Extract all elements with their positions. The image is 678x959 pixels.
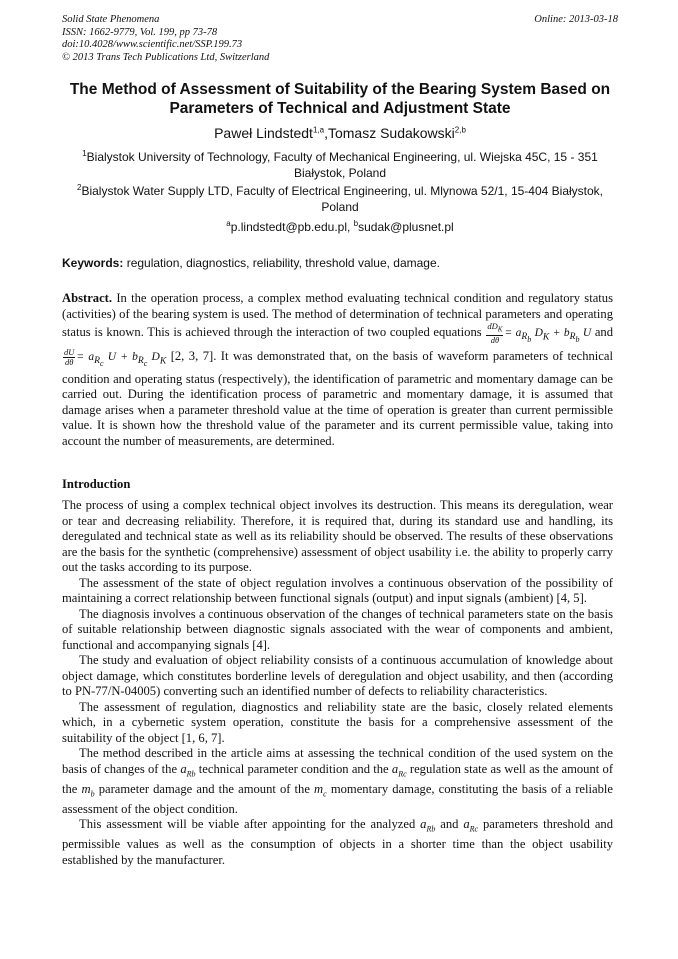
abstract-part-1: In the operation process, a complex method evaluating technical condition and regulatory status (activities) of the bearing system is used. The method of determination of technical parameters and operating status is known. This is achieved through the interaction of two coupled equations bbox=[62, 291, 613, 339]
journal-copyright: © 2013 Trans Tech Publications Ltd, Switzerland bbox=[62, 51, 270, 63]
author-1-affiliation: 1,a bbox=[312, 125, 325, 135]
equation-1-rhs2-sub: K bbox=[542, 331, 550, 343]
symbol-a-rb-2-sub: Rb bbox=[426, 824, 436, 834]
intro-p6-text-c: regulation state as well as the amount of the bbox=[62, 761, 614, 796]
intro-paragraph-3: The diagnosis involves a continuous observation of the changes of technical parameters state on the basis of suitable relationship between diagnostic signals associated with the wear of components and ambient, functional and accompanying signals [4]. bbox=[62, 606, 613, 652]
author-2: Tomasz Sudakowski bbox=[327, 125, 455, 141]
journal-issn: ISSN: 1662-9779, Vol. 199, pp 73-78 bbox=[62, 26, 218, 38]
equation-2 bbox=[62, 346, 167, 369]
equation-1-fraction bbox=[486, 322, 503, 345]
intro-paragraph-6 bbox=[62, 746, 613, 817]
paper-title: The Method of Assessment of Suitability of the Bearing System Based on Parameters of Technical and Adjustment State bbox=[69, 81, 611, 117]
intro-p7-text-c: parameters threshold and permissible values as well as the consumption of objects in a shorter time than the object usability established by the manufacturer. bbox=[62, 817, 614, 867]
email-b-mark: b bbox=[353, 219, 359, 228]
affiliation-1 bbox=[62, 150, 618, 181]
journal-doi: doi:10.4028/www.scientific.net/SSP.199.73 bbox=[62, 39, 243, 50]
equation-and: and bbox=[594, 324, 614, 339]
intro-p6-text-d: parameter damage and the amount of the bbox=[98, 781, 310, 796]
introduction-body bbox=[62, 498, 613, 868]
intro-p6-text-e: momentary damage, constituting the basis of a reliable assessment of the object condition. bbox=[62, 781, 613, 816]
journal-name: Solid State Phenomena bbox=[62, 14, 160, 25]
equation-2-rhs2: U + b bbox=[103, 350, 138, 363]
email-separator: , bbox=[347, 220, 354, 234]
equation-1-rhs-sub: R bbox=[521, 331, 528, 343]
equation-2-fraction bbox=[63, 348, 75, 367]
intro-p6-text-b: technical parameter condition and the bbox=[198, 761, 389, 776]
affiliation-1-text: Bialystok University of Technology, Faculty of Mechanical Engineering, ul. Wiejska 45C, 15 - 351 Białystok, Poland bbox=[86, 150, 598, 180]
symbol-a-rc-2-base: a bbox=[463, 817, 470, 832]
intro-paragraph-5: The assessment of regulation, diagnostics and reliability state are the basic, closely related elements which, in a cybernetic system operation, constitute the basis for a comprehensive assessment of the suitability of the object [1, 6, 7]. bbox=[62, 699, 613, 745]
intro-paragraph-2: The assessment of the state of object regulation involves a continuous observation of the possibility of maintaining a correct relationship between functional signals (output) and input signals (ambient) [4, 5]. bbox=[62, 575, 613, 605]
symbol-m-c bbox=[314, 781, 327, 799]
keywords-label: Keywords: bbox=[62, 256, 124, 270]
symbol-a-rb-2 bbox=[420, 817, 436, 834]
online-date: Online: 2013-03-18 bbox=[534, 14, 618, 25]
symbol-a-rb bbox=[180, 761, 196, 779]
intro-paragraph-7 bbox=[62, 817, 613, 868]
symbol-m-b-base: m bbox=[81, 781, 91, 796]
author-1: Paweł Lindstedt bbox=[214, 125, 313, 141]
email-a[interactable]: p.lindstedt@pb.edu.pl bbox=[230, 220, 347, 234]
symbol-m-b bbox=[81, 781, 95, 799]
equation-1-rhs4: U bbox=[579, 326, 592, 339]
symbol-a-rc-base: a bbox=[391, 761, 399, 776]
equation-1-denominator: dθ bbox=[490, 334, 500, 345]
affiliation-2 bbox=[62, 184, 618, 215]
equation-1-rhs-subsub: b bbox=[527, 335, 532, 345]
equation-1-numerator: dD bbox=[487, 321, 498, 331]
keywords bbox=[62, 256, 618, 271]
equation-2-rhs2-subsub: c bbox=[143, 359, 148, 369]
symbol-a-rb-sub: Rb bbox=[186, 769, 196, 779]
abstract-label: Abstract. bbox=[62, 291, 113, 305]
author-emails bbox=[62, 220, 618, 236]
intro-paragraph-1: The process of using a complex technical object involves its destruction. This means its deregulation, wear or tear and decreasing reliability. Therefore, it is required that, during its standard use and handling, its deregulated and technical state as well as its reliability should be observed. The results of these observations are the basis for the synthetic (comprehensive) assessment of object usability i.e. the ability to properly carry out the tasks according to its purpose. bbox=[62, 498, 613, 574]
equation-1-rhs3: + b bbox=[549, 326, 570, 339]
symbol-m-c-base: m bbox=[314, 781, 324, 796]
equation-2-denominator: dθ bbox=[64, 356, 74, 367]
symbol-a-rb-base: a bbox=[180, 761, 187, 776]
affiliation-1-mark: 1 bbox=[82, 149, 87, 158]
affiliation-2-mark: 2 bbox=[76, 183, 82, 192]
equation-1-rhs: = a bbox=[504, 326, 522, 339]
intro-paragraph-4: The study and evaluation of object reliability consists of a continuous accumulation of knowledge about object damage, which constitutes borderline levels of deregulation and object usability, and then (according to PN-77/N-04005) converting such an identified number of defects to reliability characteristics. bbox=[62, 653, 613, 698]
equation-2-rhs-subsub: c bbox=[99, 359, 104, 369]
symbol-m-b-sub: b bbox=[90, 789, 95, 799]
equation-2-rhs2-sub: R bbox=[137, 355, 144, 367]
intro-p7-text-b: and bbox=[440, 817, 459, 832]
author-separator: , bbox=[324, 125, 328, 141]
abstract-part-2: [2, 3, 7]. It was demonstrated that, on the basis of waveform parameters of technical condition and operating status (respectively), the identification of parametric and momentary damage can be carried out. During the identification process of parametric and momentary damage, it is assumed that damage arises when a parameter threshold value at the time of operation is greater than current permissible value. It is shown how the threshold value of the parameter and its current permissible value, taking into account the number of measurements, are determined. bbox=[62, 348, 613, 448]
equation-2-rhs3: D bbox=[147, 350, 160, 363]
abstract bbox=[62, 291, 613, 449]
author-line bbox=[62, 124, 618, 142]
symbol-a-rc-2 bbox=[463, 817, 479, 834]
symbol-a-rc-2-sub: Rc bbox=[469, 824, 479, 834]
symbol-a-rc-sub: Rc bbox=[398, 769, 407, 779]
symbol-a-rc bbox=[391, 761, 407, 779]
affiliation-2-text: Bialystok Water Supply LTD, Faculty of Electrical Engineering, ul. Mlynowa 52/1, 15-404 Białystok, Poland bbox=[81, 184, 604, 214]
equation-2-rhs3-sub: K bbox=[159, 355, 167, 367]
intro-p7-text-a: This assessment will be viable after appointing for the analyzed bbox=[79, 817, 416, 832]
intro-p6-text-a: The method described in the article aims at assessing the technical condition of the used system on the basis of changes of the bbox=[62, 746, 613, 776]
equation-1-rhs2: D bbox=[531, 326, 543, 339]
equation-2-rhs-sub: R bbox=[94, 355, 100, 367]
keywords-text: regulation, diagnostics, reliability, threshold value, damage. bbox=[126, 256, 440, 270]
email-b[interactable]: sudak@plusnet.pl bbox=[358, 220, 454, 234]
equation-1-numerator-sub: K bbox=[497, 325, 503, 334]
equation-2-numerator: dU bbox=[64, 346, 75, 357]
equation-1-rhs3-subsub: b bbox=[575, 335, 580, 345]
section-heading-introduction: Introduction bbox=[62, 477, 131, 491]
author-2-affiliation: 2,b bbox=[454, 125, 466, 135]
journal-header bbox=[62, 14, 618, 64]
equation-1-rhs3-sub: R bbox=[569, 331, 576, 343]
email-a-mark: a bbox=[226, 219, 231, 228]
symbol-m-c-sub: c bbox=[323, 789, 327, 799]
equation-2-rhs: = a bbox=[76, 350, 95, 363]
symbol-a-rb-2-base: a bbox=[420, 817, 427, 832]
